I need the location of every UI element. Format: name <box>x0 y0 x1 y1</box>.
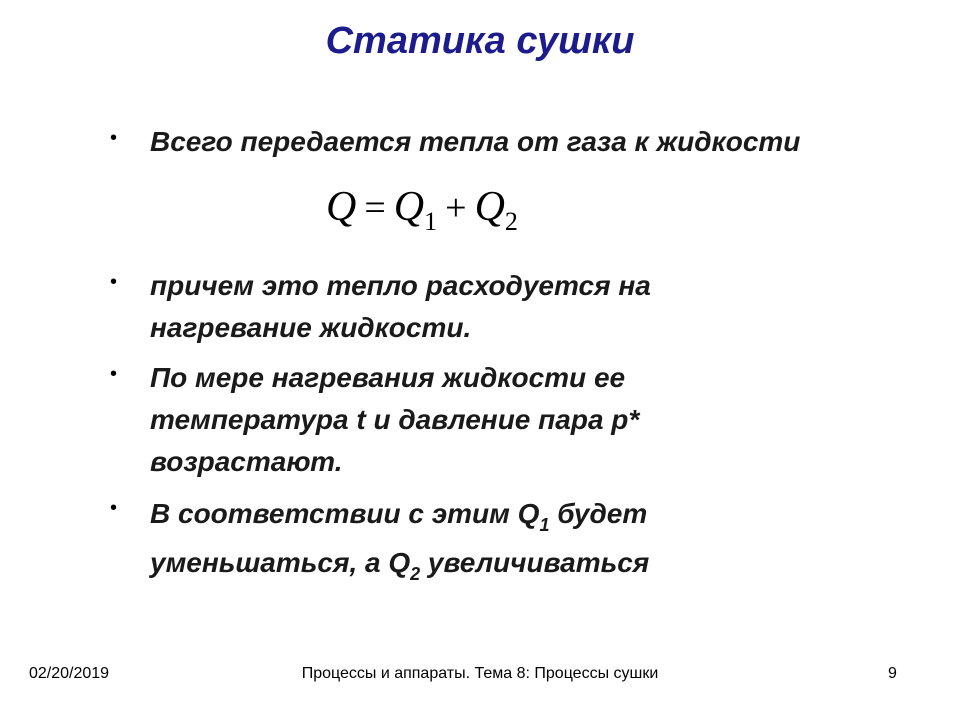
footer-page-number: 9 <box>888 665 897 682</box>
bullet-dot: • <box>110 497 118 519</box>
q1-subscript: 1 <box>539 515 550 535</box>
bullet-dot: • <box>110 363 118 385</box>
formula-plus: + <box>445 187 467 229</box>
bullet-text-3: По мере нагревания жидкости ее температура t и давление пара р* возрастают. <box>150 362 640 477</box>
formula-q1: Q <box>393 184 425 230</box>
bullet-4-part-2: будет уменьшаться, а Q <box>150 498 648 578</box>
footer-date: 02/20/2019 <box>29 665 110 682</box>
bullet-4-part-3: увеличиваться <box>420 547 650 578</box>
bullet-dot: • <box>110 271 118 293</box>
bullet-text-2: причем это тепло расходуется на нагревание жидкости. <box>150 270 651 343</box>
formula-q: Q <box>326 184 357 230</box>
bullet-text-4 <box>150 491 770 589</box>
bullet-text-1: Всего передается тепла от газа к жидкости <box>150 126 801 157</box>
formula-q2: Q <box>474 184 505 230</box>
formula-q2-subscript: 2 <box>504 207 518 236</box>
formula <box>326 182 518 237</box>
slide-title: Статика сушки <box>325 20 635 62</box>
formula-q1-subscript: 1 <box>424 207 438 236</box>
footer-title: Процессы и аппараты. Тема 8: Процессы сушки <box>301 665 659 682</box>
formula-equals: = <box>364 187 386 229</box>
bullet-4-part-1: В соответствии с этим Q <box>150 498 540 529</box>
q2-subscript: 2 <box>410 564 421 584</box>
bullet-dot: • <box>110 127 118 149</box>
